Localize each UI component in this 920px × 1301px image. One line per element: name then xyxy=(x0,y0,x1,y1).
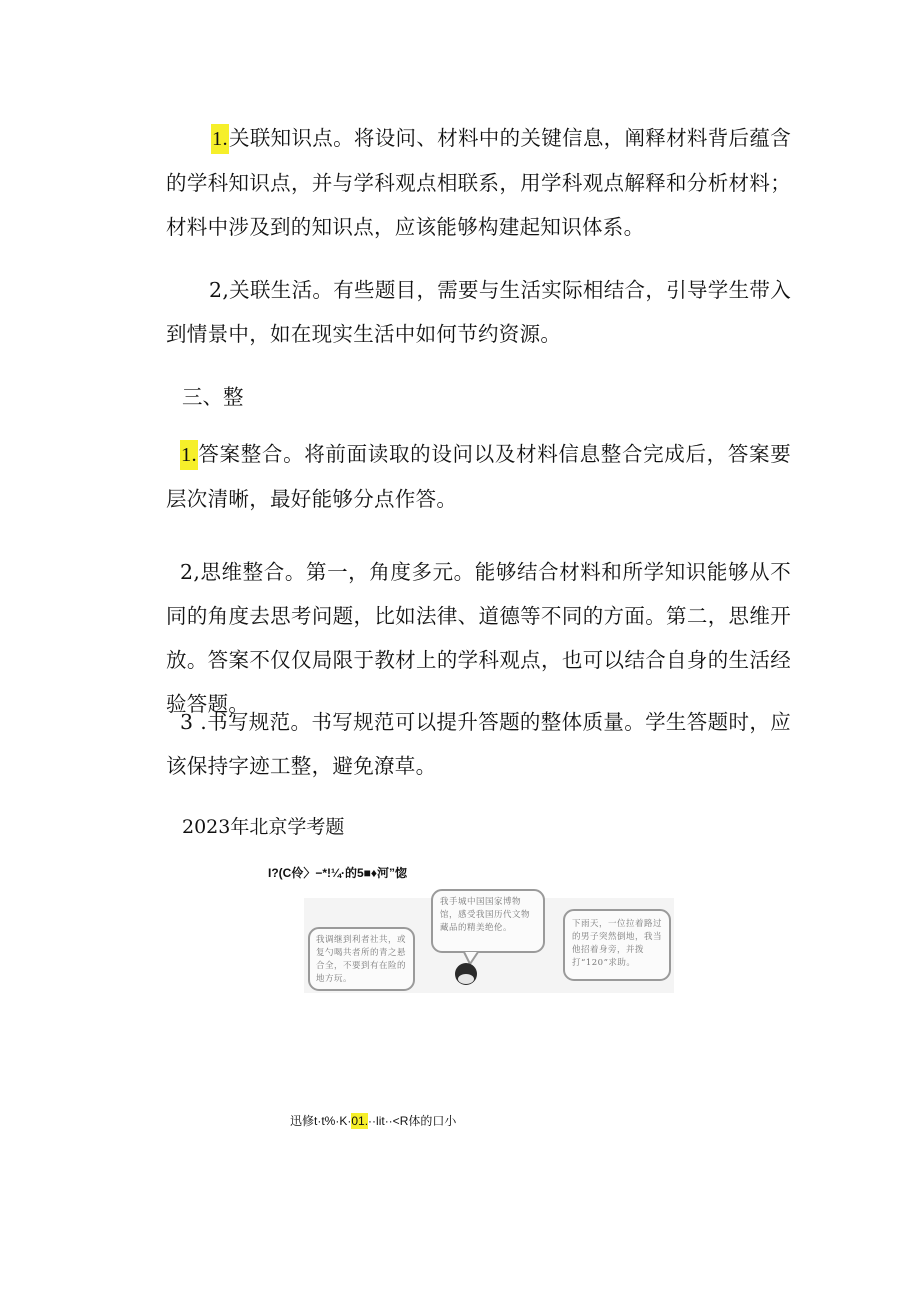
caption-bottom-highlight: 01. xyxy=(351,1114,369,1128)
paragraph-4-text: 2,思维整合。第一，角度多元。能够结合材料和所学知识能够从不同的角度去思考问题，比如法律、道德等不同的方面。第二，思维开放。答案不仅仅局限于教材上的学科观点，也可以结合自身的生活经验答题。 xyxy=(166,560,791,716)
paragraph-3 xyxy=(166,432,791,521)
paragraph-5-text: 3 .书写规范。书写规范可以提升答题的整体质量。学生答题时，应该保持字迹工整，避免潦草。 xyxy=(166,710,791,778)
speech-bubble-3-text: 下雨天，一位拉着路过的男子突然倒地，我当他招着身旁，并拨打“120”求助。 xyxy=(572,919,663,968)
section-heading: 三、整 xyxy=(182,385,244,409)
caption-bottom-suffix: ··lit··<R体的口小 xyxy=(368,1114,457,1128)
paragraph-1-text: 关联知识点。将设问、材料中的关键信息，阐释材料背后蕴含的学科知识点，并与学科观点相联系，用学科观点解释和分析材料；材料中涉及到的知识点，应该能够构建起知识体系。 xyxy=(166,126,791,239)
exam-year-label: 2023年北京学考题 xyxy=(182,816,345,838)
paragraph-1 xyxy=(166,116,791,249)
paragraph-2-text: 2,关联生活。有些题目，需要与生活实际相结合，引导学生带入到情景中，如在现实生活中如何节约资源。 xyxy=(166,278,791,346)
list-marker-highlighted: 1. xyxy=(180,440,198,470)
character-head-icon xyxy=(455,963,477,985)
figure-caption-bottom xyxy=(290,1112,456,1129)
figure-caption-top: I?(C伶〉−*!¼·的5■♦河”惚 xyxy=(268,866,408,880)
speech-bubble-2-text: 我手城中国国家博物馆，感受我国历代文物藏品的精美绝伦。 xyxy=(440,897,531,933)
caption-bottom-prefix: 迅修t·t%·K· xyxy=(290,1114,352,1128)
speech-bubble-1-text: 我调继到利者社共，或复勺喝共者所的青之悬合全，不要到有在险的地方玩。 xyxy=(316,935,407,984)
paragraph-3-text: 答案整合。将前面读取的设问以及材料信息整合完成后，答案要层次清晰，最好能够分点作答。 xyxy=(166,442,791,511)
paragraph-5 xyxy=(166,700,791,788)
paragraph-2 xyxy=(166,268,791,356)
list-marker-highlighted: 1. xyxy=(211,124,229,154)
